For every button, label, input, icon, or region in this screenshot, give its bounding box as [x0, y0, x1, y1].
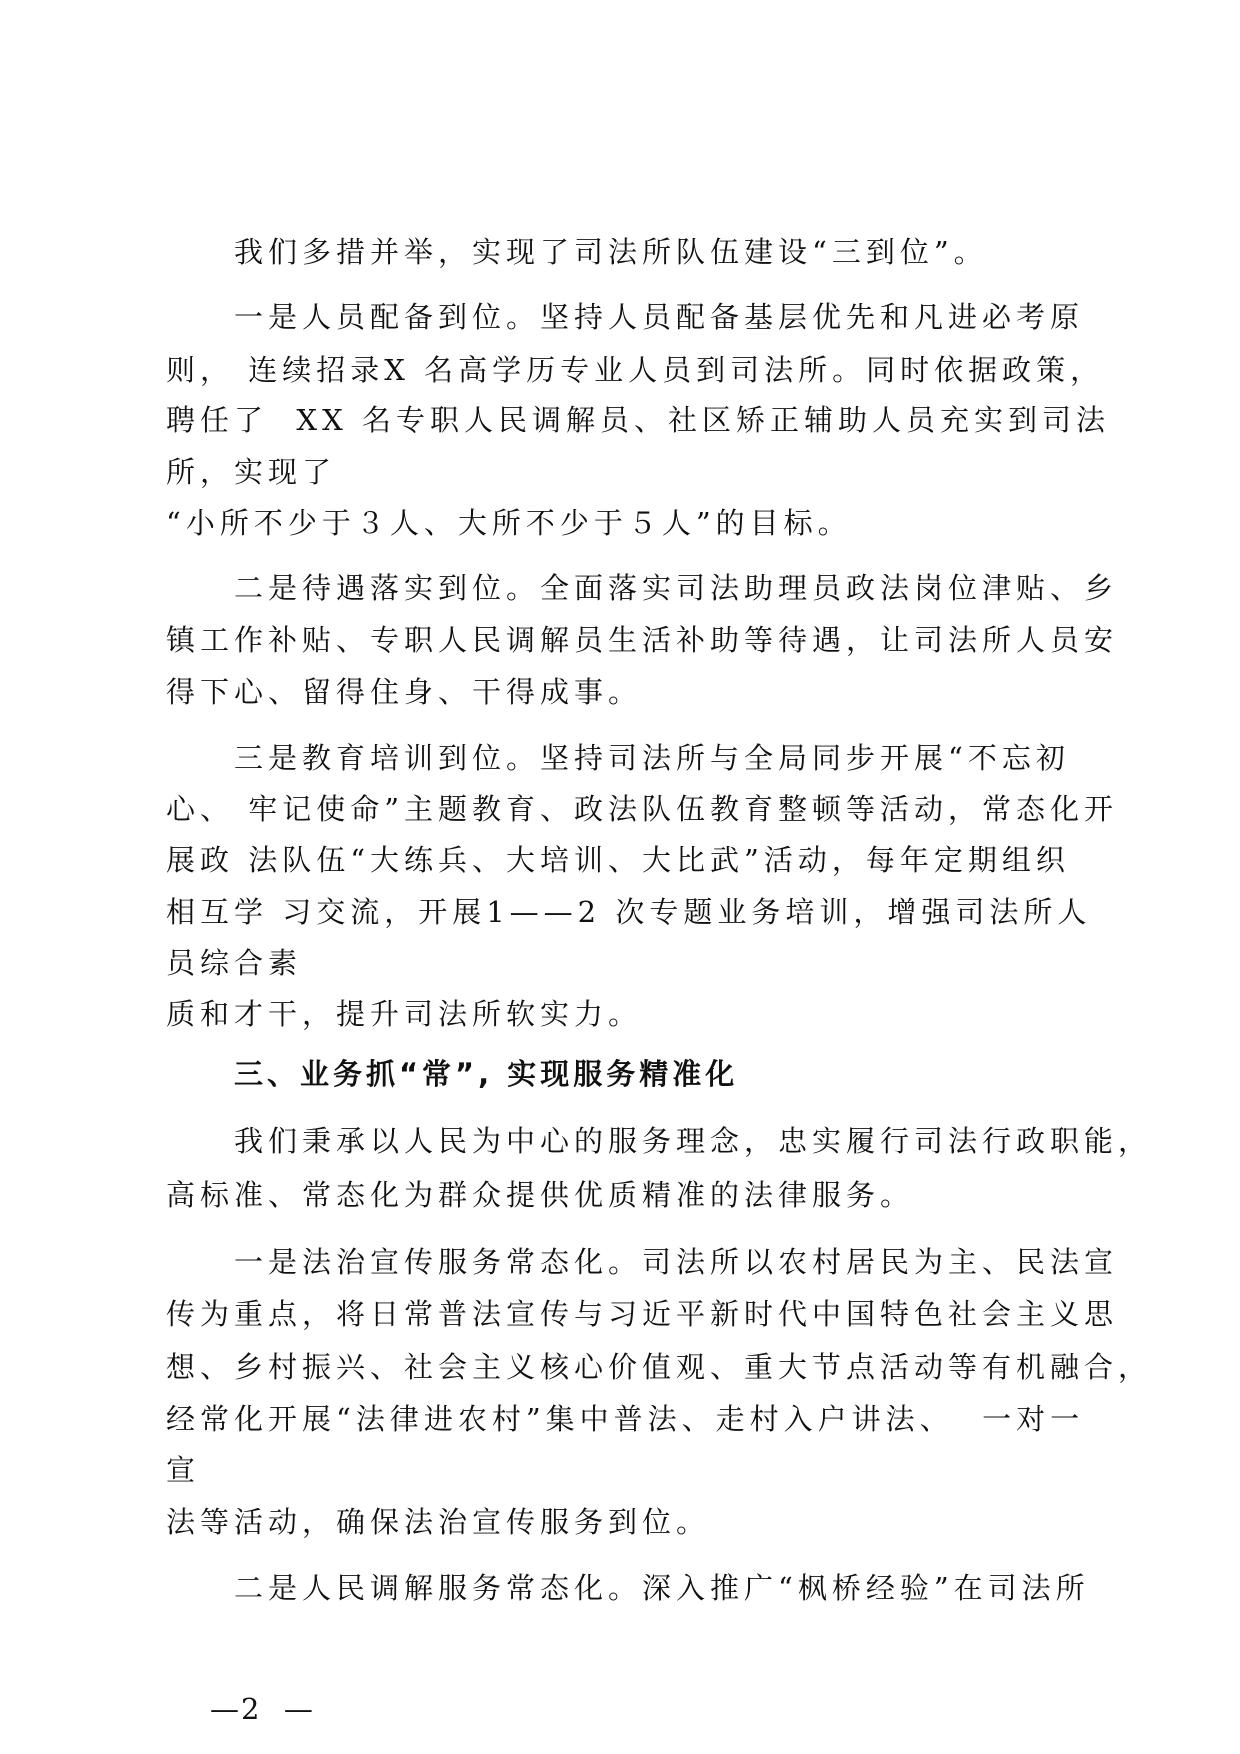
paragraph-line: 三是教育培训到位。坚持司法所与全局同步开展“不忘初 [234, 741, 1070, 775]
paragraph-line: 相互学 习交流，开展1——2 次专题业务培训，增强司法所人 [166, 895, 1092, 929]
section-heading: 三、业务抓“常”, 实现服务精准化 [234, 1057, 739, 1091]
paragraph-line: 宣 [166, 1453, 201, 1487]
paragraph-line: “小所不少于３人、大所不少于５人”的目标。 [166, 506, 852, 540]
paragraph-line: 二是人民调解服务常态化。深入推广“枫桥经验”在司法所 [234, 1571, 1090, 1605]
page-number: —2 — [210, 1692, 315, 1726]
paragraph-line: 镇工作补贴、专职人民调解员生活补助等待遇，让司法所人员安 [166, 623, 1119, 657]
paragraph-line: 一是人员配备到位。坚持人员配备基层优先和凡进必考原 [234, 300, 1085, 334]
paragraph-line: 二是待遇落实到位。全面落实司法助理员政法岗位津贴、乡 [234, 571, 1119, 605]
paragraph-line: 则， 连续招录X 名高学历专业人员到司法所。同时依据政策， [166, 353, 1105, 387]
paragraph-line: 经常化开展“法律进农村”集中普法、走村入户讲法、 一对一 [166, 1402, 1085, 1436]
paragraph-line: 想、乡村振兴、社会主义核心价值观、重大节点活动等有机融合， [166, 1350, 1153, 1384]
paragraph-line: 我们多措并举，实现了司法所队伍建设“三到位”。 [234, 235, 988, 269]
paragraph-line: 质和才干，提升司法所软实力。 [166, 997, 643, 1031]
paragraph-line: 一是法治宣传服务常态化。司法所以农村居民为主、民法宣 [234, 1245, 1119, 1279]
paragraph-line: 所，实现了 [166, 455, 337, 489]
paragraph-line: 高标准、常态化为群众提供优质精准的法律服务。 [166, 1178, 915, 1212]
paragraph-line: 聘任了 XX 名专职人民调解员、社区矫正辅助人员充实到司法 [166, 403, 1110, 437]
paragraph-line: 得下心、留得住身、干得成事。 [166, 675, 643, 709]
paragraph-line: 展政 法队伍“大练兵、大培训、大比武”活动，每年定期组织 [166, 843, 1070, 877]
paragraph-line: 传为重点，将日常普法宣传与习近平新时代中国特色社会主义思 [166, 1297, 1119, 1331]
paragraph-line: 员综合素 [166, 946, 303, 980]
paragraph-line: 法等活动，确保法治宣传服务到位。 [166, 1505, 711, 1539]
paragraph-line: 心、 牢记使命”主题教育、政法队伍教育整顿等活动，常态化开 [166, 792, 1119, 826]
paragraph-line: 我们秉承以人民为中心的服务理念，忠实履行司法行政职能， [234, 1124, 1153, 1158]
